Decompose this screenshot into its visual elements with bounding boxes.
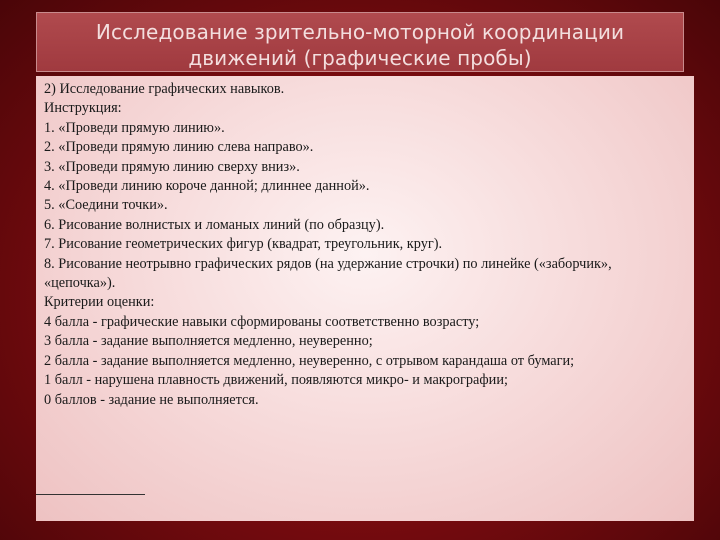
text-line: 4 балла - графические навыки сформированы соответственно возрасту; (44, 313, 480, 330)
text-line: 2 балла - задание выполняется медленно, неуверенно, с отрывом карандаша от бумаги; (44, 352, 575, 369)
text-line: Критерии оценки: (44, 294, 155, 311)
text-line: Инструкция: (44, 100, 122, 117)
slide-content-box (36, 76, 694, 521)
text-line: 4. «Проведи линию короче данной; длиннее данной». (44, 178, 370, 195)
text-line: 1. «Проведи прямую линию». (44, 119, 225, 136)
text-line: «цепочка»). (44, 275, 116, 292)
text-line: 0 баллов - задание не выполняется. (44, 391, 259, 408)
text-line: 2. «Проведи прямую линию слева направо». (44, 139, 314, 156)
text-line: 3 балла - задание выполняется медленно, неуверенно; (44, 333, 373, 350)
slide-title-line-1: Исследование зрительно-моторной координации (95, 20, 625, 44)
text-line: 3. «Проведи прямую линию сверху вниз». (44, 158, 300, 175)
text-line: 7. Рисование геометрических фигур (квадрат, треугольник, круг). (44, 236, 443, 253)
slide-title-box (36, 12, 684, 72)
slide-title-line-2: движений (графические пробы) (188, 46, 532, 70)
slide-title (37, 19, 683, 71)
text-line: 8. Рисование неотрывно графических рядов (на удержание строчки) по линейке («заборчик», (44, 255, 612, 272)
text-line: 5. «Соедини точки». (44, 197, 168, 214)
content-text (44, 80, 689, 410)
footnote-rule (36, 494, 145, 495)
text-line: 6. Рисование волнистых и ломаных линий (по образцу). (44, 216, 385, 233)
text-line: 1 балл - нарушена плавность движений, появляются микро- и макрографии; (44, 372, 508, 389)
text-line: 2) Исследование графических навыков. (44, 81, 285, 97)
